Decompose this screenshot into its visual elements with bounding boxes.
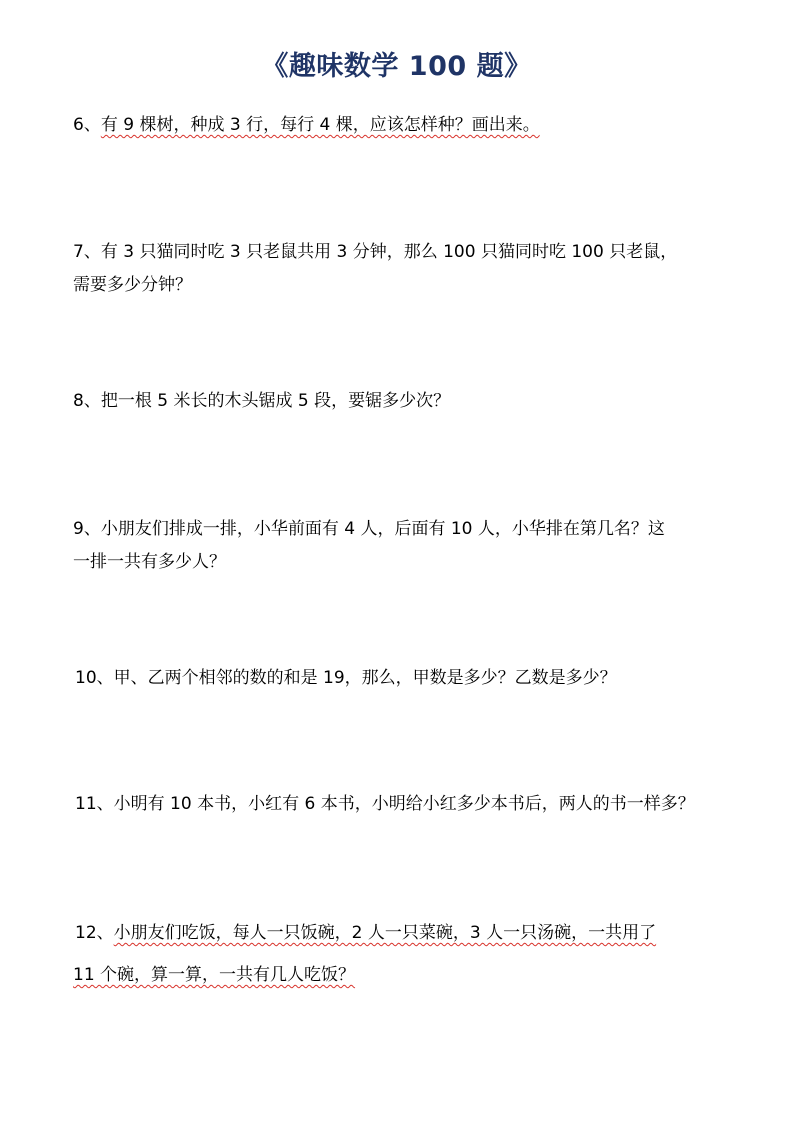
- question-8-text: 把一根 5 米长的木头锯成 5 段，要锯多少次？: [100, 391, 451, 411]
- question-12-continued: [73, 958, 355, 992]
- question-12-line2: 11 个碗，算一算，一共有几人吃饭？: [73, 965, 356, 985]
- question-6-text: 有 9 棵树，种成 3 行，每行 4 棵，应该怎样种？画出来。: [100, 115, 540, 135]
- question-9-line2: 一排一共有多少人？: [73, 552, 226, 572]
- question-9-continued: [73, 545, 226, 579]
- question-10-text: 甲、乙两个相邻的数的和是 19，那么，甲数是多少？乙数是多少？: [113, 668, 617, 688]
- question-10: [75, 661, 617, 695]
- question-11: [75, 787, 695, 821]
- question-11-text: 小明有 10 本书，小红有 6 本书，小明给小红多少本书后，两人的书一样多？: [113, 794, 695, 814]
- question-10-number: 10、: [75, 668, 114, 688]
- question-7-continued: [73, 268, 192, 302]
- question-9: [73, 512, 665, 546]
- question-11-number: 11、: [75, 794, 114, 814]
- question-6: [73, 108, 540, 142]
- question-7-line2: 需要多少分钟？: [73, 275, 192, 295]
- question-12-number: 12、: [75, 923, 114, 943]
- question-12-line1: 小朋友们吃饭，每人一只饭碗，2 人一只菜碗，3 人一只汤碗，一共用了: [113, 923, 657, 943]
- question-7-number: 7、: [73, 242, 101, 262]
- question-9-line1: 小朋友们排成一排，小华前面有 4 人，后面有 10 人，小华排在第几名？这: [100, 519, 665, 539]
- question-7-line1: 有 3 只猫同时吃 3 只老鼠共用 3 分钟，那么 100 只猫同时吃 100 只老鼠，: [100, 242, 678, 262]
- question-8-number: 8、: [73, 391, 101, 411]
- page-title: 《趣味数学 100 题》: [261, 51, 532, 82]
- question-6-number: 6、: [73, 115, 101, 135]
- question-9-number: 9、: [73, 519, 101, 539]
- question-8: [73, 384, 450, 418]
- question-7: [73, 235, 677, 269]
- question-12: [75, 916, 656, 950]
